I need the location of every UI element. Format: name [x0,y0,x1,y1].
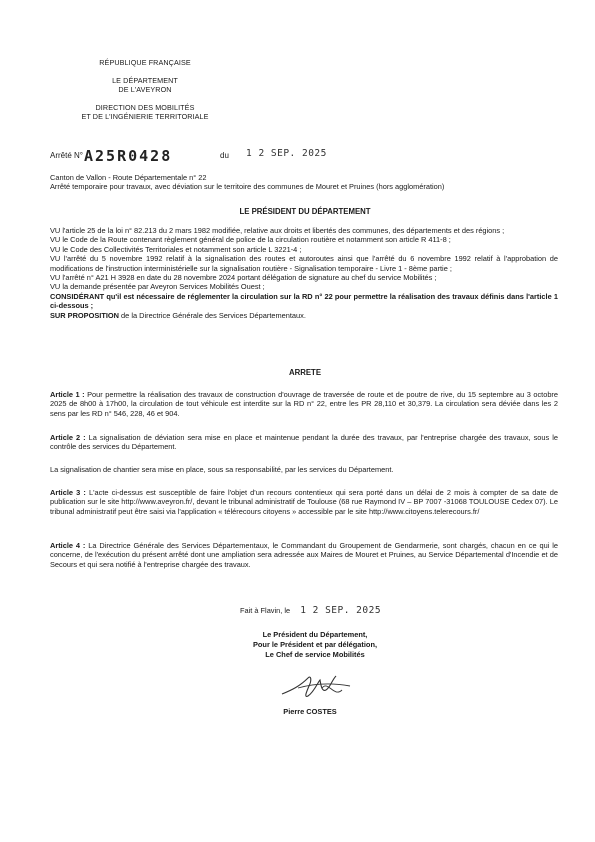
article-2-note [50,465,558,474]
article-label: Article 1 : [50,390,85,399]
article-text: La signalisation de déviation sera mise en place et maintenue pendant la durée des travaux, par l'entreprise chargée des travaux, sous le contrôle des services du Département. [50,433,558,452]
proposition-line [50,311,558,320]
arrete-date-stamp: 1 2 SEP. 2025 [246,148,327,159]
republic-label: RÉPUBLIQUE FRANÇAISE [99,58,191,67]
subject-block [50,173,560,192]
article-text: La signalisation de chantier sera mise en place, sous sa responsabilité, par les services du Département. [50,465,394,474]
department-line-1: LE DÉPARTEMENT [112,76,178,85]
handwritten-signature [278,668,358,704]
article-text: Pour permettre la réalisation des travaux de construction d'ouvrage de traversée de route et de poutre de rive, du 15 septembre au 3 octobre 2025 de 8h00 à 17h00, la circulation de tout véhicule est interdite sur la RD n° 22, entre les PR 28,110 et 30,379. La circulation sera déviée dans les 2 sens par les RD n° 546, 228, 46 et 904. [50,390,558,418]
signoff-line-3: Le Chef de service Mobilités [265,650,365,659]
article-1 [50,390,558,418]
signoff-place-line [240,606,440,615]
article-label: Article 2 : [50,433,86,442]
arrete-number: A25R0428 [84,147,173,165]
considerant-item: CONSIDÉRANT qu'il est nécessaire de réglementer la circulation sur la RD n° 22 pour permettre la réalisation des travaux définis dans l'article 1 ci-dessous ; [50,291,558,311]
arrete-heading: ARRETE [288,368,322,377]
considerants-block [50,226,558,320]
considerant-item: VU l'arrêté n° A21 H 3928 en date du 28 novembre 2024 portant délégation de signature au chef du service Mobilités ; [50,273,437,283]
considerant-item: VU le Code de la Route contenant règlement général de police de la circulation routière et notamment son article R 411-8 ; [50,235,451,245]
signoff-line-1: Le Président du Département, [262,630,368,639]
proposition-label: SUR PROPOSITION [50,310,119,320]
arrete-du: du [220,151,229,160]
article-label: Article 3 : [50,488,86,497]
subject-line-1: Canton de Vallon - Route Départementale n° 22 [50,173,207,182]
signoff-block [190,630,440,660]
considerant-item: VU la demande présentée par Aveyron Services Mobilités Ouest ; [50,282,265,292]
department-line-2: DE L'AVEYRON [118,85,172,94]
article-3 [50,488,558,516]
arrete-number-line [50,146,350,166]
signoff-date-stamp: 1 2 SEP. 2025 [300,605,382,616]
article-text: La Directrice Générale des Services Départementaux, le Commandant du Groupement de Gendarmerie, sont chargés, chacun en ce qui le concerne, de l'exécution du présent arrêté dont une ampliation sera adressée aux Maires de Mouret et Pruines, au Service Départemental d'Incendie et de Secours et qui sera notifié à l'entreprise chargée des travaux. [50,541,558,569]
article-label: Article 4 : [50,541,86,550]
arrete-label: Arrêté N° [50,151,83,160]
signoff-place: Fait à Flavin, le [240,606,291,615]
direction-line-2: ET DE L'INGÉNIERIE TERRITORIALE [81,112,209,121]
article-2 [50,433,558,452]
considerant-item: VU l'article 25 de la loi n° 82.213 du 2 mars 1982 modifiée, relative aux droits et libertés des communes, des départements et des régions ; [50,226,505,235]
signatory-name: Pierre COSTES [283,707,337,716]
direction-line-1: DIRECTION DES MOBILITÉS [95,103,195,112]
page-title: LE PRÉSIDENT DU DÉPARTEMENT [239,207,371,216]
proposition-text: de la Directrice Générale des Services Départementaux. [119,310,306,320]
subject-line-2: Arrêté temporaire pour travaux, avec déviation sur le territoire des communes de Mouret et Pruines (hors agglomération) [50,182,445,192]
article-4 [50,541,558,569]
signoff-line-2: Pour le Président et par délégation, [252,640,378,649]
considerant-item: VU le Code des Collectivités Territoriales et notamment son article L 3221-4 ; [50,244,302,254]
article-text: L'acte ci-dessus est susceptible de faire l'objet d'un recours contentieux qui sera porté dans un délai de 2 mois à compter de sa date de publication sur le site http://www.aveyron.fr/, devant le tribunal administratif de Toulouse (68 rue Raymond IV – BP 7007 -31068 TOULOUSE Cedex 07). Le tribunal administratif peut être saisi via l'application « télérecours citoyens » accessible par le site http://www.citoyens.telerecours.fr/ [50,488,559,516]
header-block [60,58,230,121]
considerant-item: VU l'arrêté du 5 novembre 1992 relatif à la signalisation des routes et autoroutes ainsi que l'arrêté du 6 novembre 1992 relatif à l'approbation de modifications de l'instruction interministérielle sur la signalisation routière - Signalisation temporaire - Livre 1 - 8ème partie ; [50,254,558,273]
